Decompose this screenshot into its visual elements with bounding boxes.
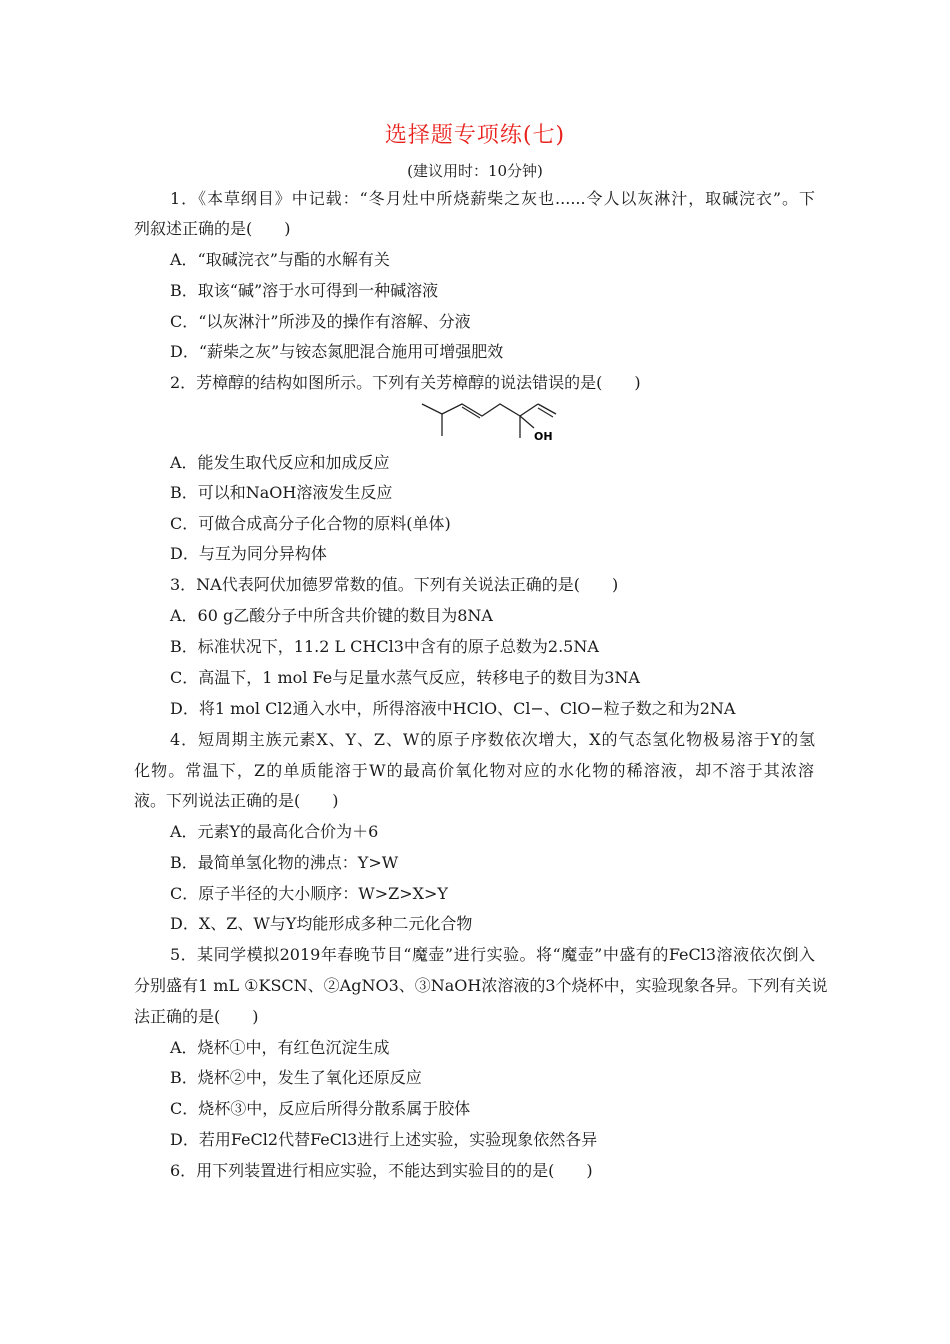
- question-5-option-c: C．烧杯③中，反应后所得分散系属于胶体: [170, 1099, 471, 1118]
- linalool-structure-figure: [420, 398, 570, 448]
- hydroxyl-label: OH: [534, 430, 553, 443]
- question-1-stem-line-1: 1．《本草纲目》中记载：“冬月灶中所烧薪柴之灰也......令人以灰淋汁，取碱浣衣”。下: [170, 189, 815, 208]
- question-5-option-b: B．烧杯②中，发生了氧化还原反应: [170, 1068, 422, 1087]
- question-2-stem: 2．芳樟醇的结构如图所示。下列有关芳樟醇的说法错误的是( ): [170, 373, 641, 392]
- time-hint: (建议用时：10分钟): [407, 162, 543, 180]
- question-1-option-b: B．取该“碱”溶于水可得到一种碱溶液: [170, 281, 439, 300]
- question-6-stem: 6．用下列装置进行相应实验，不能达到实验目的的是( ): [170, 1161, 593, 1180]
- question-5-stem-line-2: 分别盛有1 mL ①KSCN、②AgNO3、③NaOH浓溶液的3个烧杯中，实验现象各异。下列有关说: [134, 976, 828, 995]
- question-4-option-b: B．最简单氢化物的沸点：Y>W: [170, 853, 399, 872]
- question-5-option-a: A．烧杯①中，有红色沉淀生成: [170, 1038, 390, 1057]
- question-5-option-d: D．若用FeCl2代替FeCl3进行上述实验，实验现象依然各异: [170, 1130, 598, 1149]
- question-4-option-a: A．元素Y的最高化合价为＋6: [170, 822, 379, 841]
- question-5-stem-line-1: 5．某同学模拟2019年春晚节目“魔壶”进行实验。将“魔壶”中盛有的FeCl3溶液依次倒入: [170, 945, 815, 964]
- question-2-option-c: C．可做合成高分子化合物的原料(单体): [170, 514, 451, 533]
- question-4-option-d: D．X、Z、W与Y均能形成多种二元化合物: [170, 914, 473, 933]
- question-5-stem-line-3: 法正确的是( ): [134, 1007, 259, 1026]
- question-1-option-a: A．“取碱浣衣”与酯的水解有关: [170, 250, 390, 269]
- question-4-option-c: C．原子半径的大小顺序：W>Z>X>Y: [170, 884, 448, 903]
- question-1-option-c: C．“以灰淋汁”所涉及的操作有溶解、分液: [170, 312, 471, 331]
- page-title: 选择题专项练(七): [384, 123, 566, 148]
- question-3-option-b: B．标准状况下，11.2 L CHCl3中含有的原子总数为2.5NA: [170, 637, 599, 656]
- question-4-stem-line-1: 4．短周期主族元素X、Y、Z、W的原子序数依次增大，X的气态氢化物极易溶于Y的氢: [170, 730, 815, 749]
- question-1-stem-line-2: 列叙述正确的是( ): [134, 219, 291, 238]
- question-4-stem-line-3: 液。下列说法正确的是( ): [134, 791, 339, 810]
- question-3-stem: 3．NA代表阿伏加德罗常数的值。下列有关说法正确的是( ): [170, 575, 619, 594]
- question-3-option-d: D．将1 mol Cl2通入水中，所得溶液中HClO、Cl−、ClO−粒子数之和为2NA: [170, 699, 736, 718]
- question-1-option-d: D．“薪柴之灰”与铵态氮肥混合施用可增强肥效: [170, 342, 504, 361]
- question-2-option-d: D．与互为同分异构体: [170, 544, 327, 563]
- question-2-option-a: A．能发生取代反应和加成反应: [170, 453, 390, 472]
- question-3-option-a: A．60 g乙酸分子中所含共价键的数目为8NA: [170, 606, 493, 625]
- question-2-option-b: B．可以和NaOH溶液发生反应: [170, 483, 393, 502]
- question-4-stem-line-2: 化物。常温下，Z的单质能溶于W的最高价氧化物对应的水化物的稀溶液，却不溶于其浓溶: [134, 761, 814, 780]
- question-3-option-c: C．高温下，1 mol Fe与足量水蒸气反应，转移电子的数目为3NA: [170, 668, 640, 687]
